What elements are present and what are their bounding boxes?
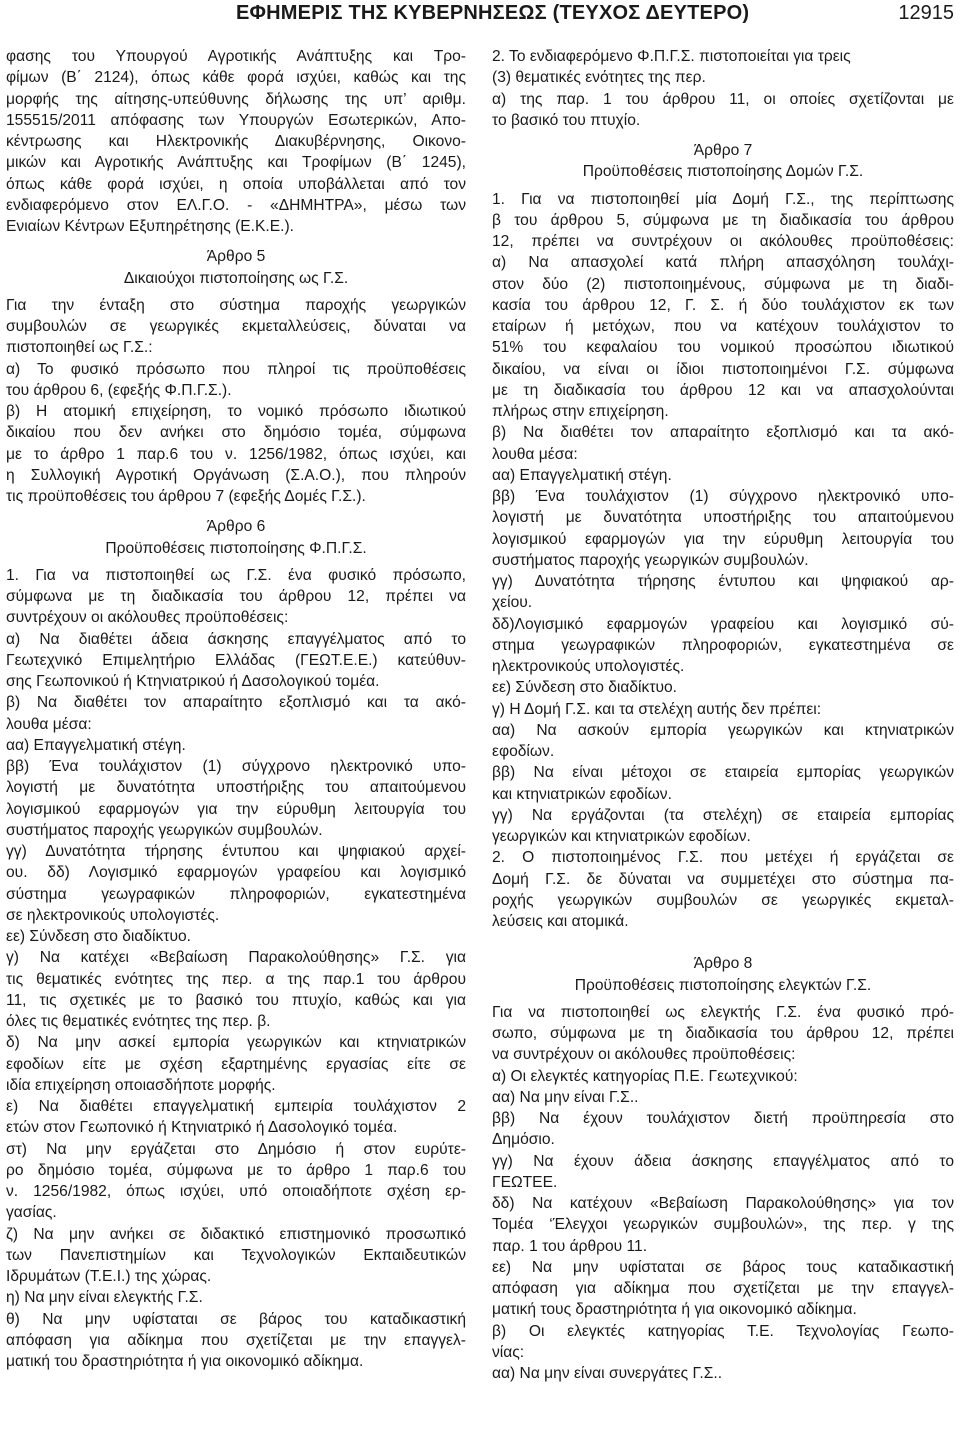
text-line: αα) Επαγγελματική στέγη. <box>6 736 186 754</box>
text-line: λεύσεις και ατομικά. <box>492 913 629 930</box>
text-line: ρο δημόσιο τομέα, σύμφωνα με το άρθρο 1 παρ.6 του <box>6 1161 466 1179</box>
text-line: γγ) Δυνατότητα τήρησης έντυπου και ψηφιακού αρχεί- <box>6 843 466 860</box>
text-line: Γεωτεχνικό Επιμελητήριο Ελλάδας (ΓΕΩΤ.Ε.Ε.) κατεύθυν- <box>6 651 466 669</box>
text-line: αα) Να ασκούν εμπορία γεωργικών και κτηνιατρικών <box>492 721 954 739</box>
article-heading-line: Δικαιούχοι πιστοποίησης ως Γ.Σ. <box>123 269 349 287</box>
text-line: σε ηλεκτρονικούς υπολογιστές. <box>6 906 220 924</box>
text-line: εταίρων ή μετόχων, που να κατέχουν τουλάχιστον το <box>492 318 954 335</box>
text-line: α) Να διαθέτει άδεια άσκησης επαγγέλματος από το <box>6 630 466 648</box>
text-line: α) της παρ. 1 του άρθρου 11, οι οποίες σχετίζονται με <box>492 90 954 108</box>
text-line: μικών και Αγροτικής Ανάπτυξης και Τροφίμων (Β΄ 1245), <box>6 154 466 172</box>
text-line: συστήματος παροχής γεωργικών συμβουλών. <box>492 551 809 569</box>
text-line: β) Να διαθέτει τον απαραίτητο εξοπλισμό και τα ακό- <box>492 424 954 442</box>
page-number: 12915 <box>898 2 954 24</box>
text-line: φασης του Υπουργού Αγροτικής Ανάπτυξης και Τρο- <box>6 48 466 65</box>
text-line: συστήματος παροχής γεωργικών συμβουλών. <box>6 821 323 839</box>
text-line: όπως κάθε φορά ισχύει, η οποία υποβάλλεται από τον <box>6 175 466 193</box>
text-line: 155515/2011 απόφασης των Υπουργών Εσωτερικών, Απο- <box>6 111 466 129</box>
text-line: α) Το φυσικό πρόσωπο που πληροί τις προϋποθέσεις <box>6 360 466 378</box>
text-line: η Συλλογική Αγροτική Οργάνωση (Σ.Α.Ο.), που πληρούν <box>6 466 466 484</box>
text-line: δδ) Να κατέχουν «Βεβαίωση Παρακολούθησης» για τον <box>492 1195 954 1212</box>
text-line: λουθα μέσα: <box>6 715 92 733</box>
text-line: γγ) Να έχουν άδεια άσκησης επαγγέλματος από το <box>492 1152 954 1170</box>
text-line: εφοδίων είτε με σχέση εξαρτημένης εργασίας είτε σε <box>6 1055 466 1073</box>
text-line: δικαίου που δεν ανήκει στο δημόσιο τομέα, σύμφωνα <box>6 424 466 442</box>
text-line: φίμων (Β΄ 2124), όπως κάθε φορά ισχύει, καθώς και της <box>6 69 466 87</box>
text-line: 2. Ο πιστοποιημένος Γ.Σ. που μετέχει ή εργάζεται σε <box>492 849 954 867</box>
text-line: Για να πιστοποιηθεί ως ελεγκτής Γ.Σ. ένα φυσικό πρό- <box>492 1003 954 1021</box>
text-line: του άρθρου 6, (εφεξής Φ.Π.Γ.Σ.). <box>6 381 232 399</box>
spacer <box>492 932 954 953</box>
text-line: ετών στον Γεωπονικό ή Κτηνιατρικό ή Δασολογικό τομέα. <box>6 1119 398 1137</box>
text-line: κέντρωσης και Ηλεκτρονικής Διακυβέρνησης, Οικονο- <box>6 133 466 150</box>
text-line: αα) Να μην είναι Γ.Σ.. <box>492 1088 639 1106</box>
text-line: θ) Να μην υφίσταται σε βάρος του καταδικαστική <box>6 1310 466 1328</box>
text-line: να συντρέχουν οι ακόλουθες προϋποθέσεις: <box>492 1046 796 1064</box>
text-line: ββ) Να είναι μέτοχοι σε εταιρεία εμπορίας γεωργικών <box>492 764 954 782</box>
text-line: ε) Να διαθέτει επαγγελματική εμπειρία τουλάχιστον 2 <box>6 1098 466 1115</box>
text-line: (3) θεματικές ενότητες της περ. <box>492 69 706 87</box>
text-line: γγ) Να εργάζονται (τα στελέχη) σε εταιρεία εμπορίας <box>492 806 954 824</box>
text-line: δδ)Λογισμικό εφαρμογών γραφείου και λογισμικό σύ- <box>492 615 954 633</box>
text-line: λουθα μέσα: <box>492 445 578 463</box>
text-line: α) Να απασχολεί κατά πλήρη απασχόληση τουλάχι- <box>492 254 954 272</box>
text-line: ζ) Να μην ανήκει σε διδακτικό επιστημονικό προσωπικό <box>6 1225 466 1243</box>
text-line: λογισμικού εφαρμογών για την εύρυθμη λειτουργία του <box>492 530 954 548</box>
text-line: απόφαση για αδίκημα που σχετίζεται με την επαγγελ- <box>492 1280 954 1297</box>
text-line: σωπο, σύμφωνα με τη διαδικασία του άρθρου 12, πρέπει <box>492 1025 954 1042</box>
text-line: ββ) Να έχουν τουλάχιστον διετή προϋπηρεσία στο <box>492 1110 954 1127</box>
text-line: σύστημα γεωγραφικών πληροφοριών, εγκατεστημένα <box>6 885 466 903</box>
article-heading-line: Άρθρο 5 <box>206 248 266 266</box>
text-line: πλήρως στην επιχείρηση. <box>492 403 669 420</box>
text-line: ου. δδ) Λογισμικό εφαρμογών γραφείου και λογισμικό <box>6 864 466 882</box>
text-line: β) Να διαθέτει τον απαραίτητο εξοπλισμό και τα ακό- <box>6 694 466 712</box>
text-line: λογιστή με δυνατότητα υποστήριξης του απαιτούμενου <box>6 779 466 797</box>
spacer <box>492 131 954 140</box>
text-line: β) Οι ελεγκτές κατηγορίας Τ.Ε. Τεχνολογίας Γεωπο- <box>492 1322 954 1340</box>
text-line: χείου. <box>492 594 533 612</box>
text-line: όλες τις θεματικές ενότητες της περ. β. <box>6 1013 271 1030</box>
text-line: των Πανεπιστημίων και Τεχνολογικών Εκπαιδευτικών <box>6 1246 466 1264</box>
article-heading-line: Άρθρο 6 <box>206 518 266 536</box>
text-line: γ) Να κατέχει «Βεβαίωση Παρακολούθησης» Γ.Σ. για <box>6 949 466 967</box>
text-line: Ενιαίων Κέντρων Εξυπηρέτησης (Ε.Κ.Ε.). <box>6 218 294 235</box>
text-line: τις προϋποθέσεις του άρθρου 7 (εφεξής Δομές Γ.Σ.). <box>6 488 366 505</box>
text-line: στημα γεωγραφικών πληροφοριών, εγκατεστημένα σε <box>492 636 954 654</box>
text-line: Ιδρυμάτων (Τ.Ε.Ι.) της χώρας. <box>6 1268 212 1285</box>
text-line: ματική τους δραστηριότητα ή για οικονομικό αδίκημα. <box>492 1301 857 1319</box>
article-heading-line: Άρθρο 8 <box>693 955 753 973</box>
text-line: στον δύο (2) πιστοποιημένους, σύμφωνα με τη διαδι- <box>492 275 954 293</box>
text-line: ματική του δραστηριότητα ή για οικονομικό αδίκημα. <box>6 1353 364 1370</box>
article-heading-line: Προϋποθέσεις πιστοποίησης ελεγκτών Γ.Σ. <box>574 976 872 994</box>
text-line: αα) Επαγγελματική στέγη. <box>492 466 672 484</box>
text-line: με τη διαδικασία του άρθρου 12 και να απασχολούνται <box>492 381 954 399</box>
spacer <box>6 237 466 246</box>
text-line: εε) Να μην υφίσταται σε βάρος τους καταδικαστική <box>492 1258 954 1276</box>
text-line: 1. Για να πιστοποιηθεί μία Δομή Γ.Σ., της περίπτωσης <box>492 190 954 208</box>
text-line: νίας: <box>492 1343 525 1361</box>
text-line: ενδιαφερόμενο στον ΕΛ.Γ.Ο. - «ΔΗΜΗΤΡΑ», μέσω των <box>6 196 466 214</box>
text-line: 51% του κεφαλαίου του νομικού προσώπου ιδιωτικού <box>492 339 954 357</box>
text-line: σης Γεωπονικού ή Κτηνιατρικού ή Δασολογικού τομέα. <box>6 673 380 690</box>
text-line: η) Να μην είναι ελεγκτής Γ.Σ. <box>6 1289 203 1307</box>
gazette-title: ΕΦΗΜΕΡΙΣ ΤΗΣ ΚΥΒΕΡΝΗΣΕΩΣ (ΤΕΥΧΟΣ ΔΕΥΤΕΡΟ) <box>236 2 750 24</box>
article-heading-line: Άρθρο 7 <box>693 142 753 159</box>
text-line: σύμφωνα με τη διαδικασία του άρθρου 12, πρέπει να <box>6 588 466 605</box>
text-line: Δομή Γ.Σ. δε δύναται να συμμετέχει στο σύστημα πα- <box>492 870 954 888</box>
text-line: γ) Η Δομή Γ.Σ. και τα στελέχη αυτής δεν πρέπει: <box>492 700 822 718</box>
text-line: ροχής γεωργικών συμβουλών σε γεωργικές εκμεταλ- <box>492 891 954 909</box>
text-line: Για την ένταξη στο σύστημα παροχής γεωργικών <box>6 296 466 314</box>
article-heading-line: Προϋποθέσεις πιστοποίησης Φ.Π.Γ.Σ. <box>105 539 367 557</box>
text-line: ν. 1256/1982, όπως ισχύει, υπό οποιαδήποτε σχέση ερ- <box>6 1183 466 1200</box>
text-line: στ) Να μην εργάζεται στο Δημόσιο ή στον ευρύτε- <box>6 1140 466 1158</box>
text-line: εε) Σύνδεση στο διαδίκτυο. <box>6 928 192 945</box>
text-line: συμβουλών σε γεωργικές εκμεταλλεύσεις, δύναται να <box>6 318 466 335</box>
text-line: γγ) Δυνατότητα τήρησης έντυπου και ψηφιακού αρ- <box>492 573 954 590</box>
text-line: ΓΕΩΤΕΕ. <box>492 1173 558 1191</box>
page-header <box>0 0 960 32</box>
right-text-column <box>492 46 954 1384</box>
text-line: αα) Να μην είναι συνεργάτες Γ.Σ.. <box>492 1365 723 1382</box>
text-line: εε) Σύνδεση στο διαδίκτυο. <box>492 679 678 697</box>
text-line: Δημόσιο. <box>492 1131 555 1149</box>
text-line: απόφαση για αδίκημα που σχετίζεται με την επαγγελ- <box>6 1331 466 1349</box>
text-line: β) Η ατομική επιχείρηση, το νομικό πρόσωπο ιδιωτικού <box>6 403 466 420</box>
text-line: παρ. 1 του άρθρου 11. <box>492 1237 648 1255</box>
text-line: 2. Το ενδιαφερόμενο Φ.Π.Γ.Σ. πιστοποιείται για τρεις <box>492 48 851 65</box>
text-line: γασίας. <box>6 1204 57 1222</box>
text-line: πιστοποιηθεί ως Γ.Σ.: <box>6 339 153 357</box>
text-line: γεωργικών και κτηνιατρικών εφοδίων. <box>492 828 751 845</box>
text-line: Τομέα ‘Έλεγχοι γεωργικών συμβουλών», της περ. γ της <box>492 1216 954 1234</box>
text-line: συντρέχουν οι ακόλουθες προϋποθέσεις: <box>6 609 289 627</box>
text-line: κασία του άρθρου 12, Γ. Σ. ή δύο τουλάχιστον εκ των <box>492 296 954 314</box>
spacer <box>6 507 466 516</box>
left-text-column <box>6 46 466 1372</box>
text-line: με το άρθρο 1 παρ.6 του ν. 1256/1982, όπως ισχύει, και <box>6 445 466 463</box>
text-line: ββ) Ένα τουλάχιστον (1) σύγχρονο ηλεκτρονικό υπο- <box>6 758 466 775</box>
text-line: και κτηνιατρικών εφοδίων. <box>492 785 672 803</box>
text-line: 1. Για να πιστοποιηθεί ως Γ.Σ. ένα φυσικό πρόσωπο, <box>6 566 466 584</box>
text-line: α) Οι ελεγκτές κατηγορίας Π.Ε. Γεωτεχνικού: <box>492 1067 798 1085</box>
text-line: λογισμικού εφαρμογών για την εύρυθμη λειτουργία του <box>6 800 466 818</box>
text-line: 12, πρέπει να συντρέχουν οι ακόλουθες προϋποθέσεις: <box>492 233 954 250</box>
text-line: τις θεματικές ενότητες της περ. α της παρ.1 του άρθρου <box>6 970 466 988</box>
text-line: ιδία επιχείρηση οποιασδήποτε μορφής. <box>6 1076 276 1094</box>
text-line: λογιστή με δυνατότητα υποστήριξης του απαιτούμενου <box>492 509 954 527</box>
text-line: β του άρθρου 5, σύμφωνα με τη διαδικασία του άρθρου <box>492 211 954 229</box>
text-line: ββ) Ένα τουλάχιστον (1) σύγχρονο ηλεκτρονικό υπο- <box>492 488 954 505</box>
article-heading-line: Προϋποθέσεις πιστοποίησης Δομών Γ.Σ. <box>582 163 864 181</box>
text-line: 11, τις σχετικές με το βασικό του πτυχίο, καθώς και για <box>6 991 466 1009</box>
text-line: δ) Να μην ασκεί εμπορία γεωργικών και κτηνιατρικών <box>6 1034 466 1052</box>
text-line: εφοδίων. <box>492 743 555 760</box>
text-line: δικαίου, να είναι οι ίδιοι πιστοποιημένοι Γ.Σ. σύμφωνα <box>492 360 954 378</box>
text-line: μορφής της αίτησης-υπεύθυνης δήλωσης της υπ’ αριθμ. <box>6 90 466 108</box>
text-line: το βασικό του πτυχίο. <box>492 111 641 129</box>
text-line: ηλεκτρονικούς υπολογιστές. <box>492 658 685 675</box>
